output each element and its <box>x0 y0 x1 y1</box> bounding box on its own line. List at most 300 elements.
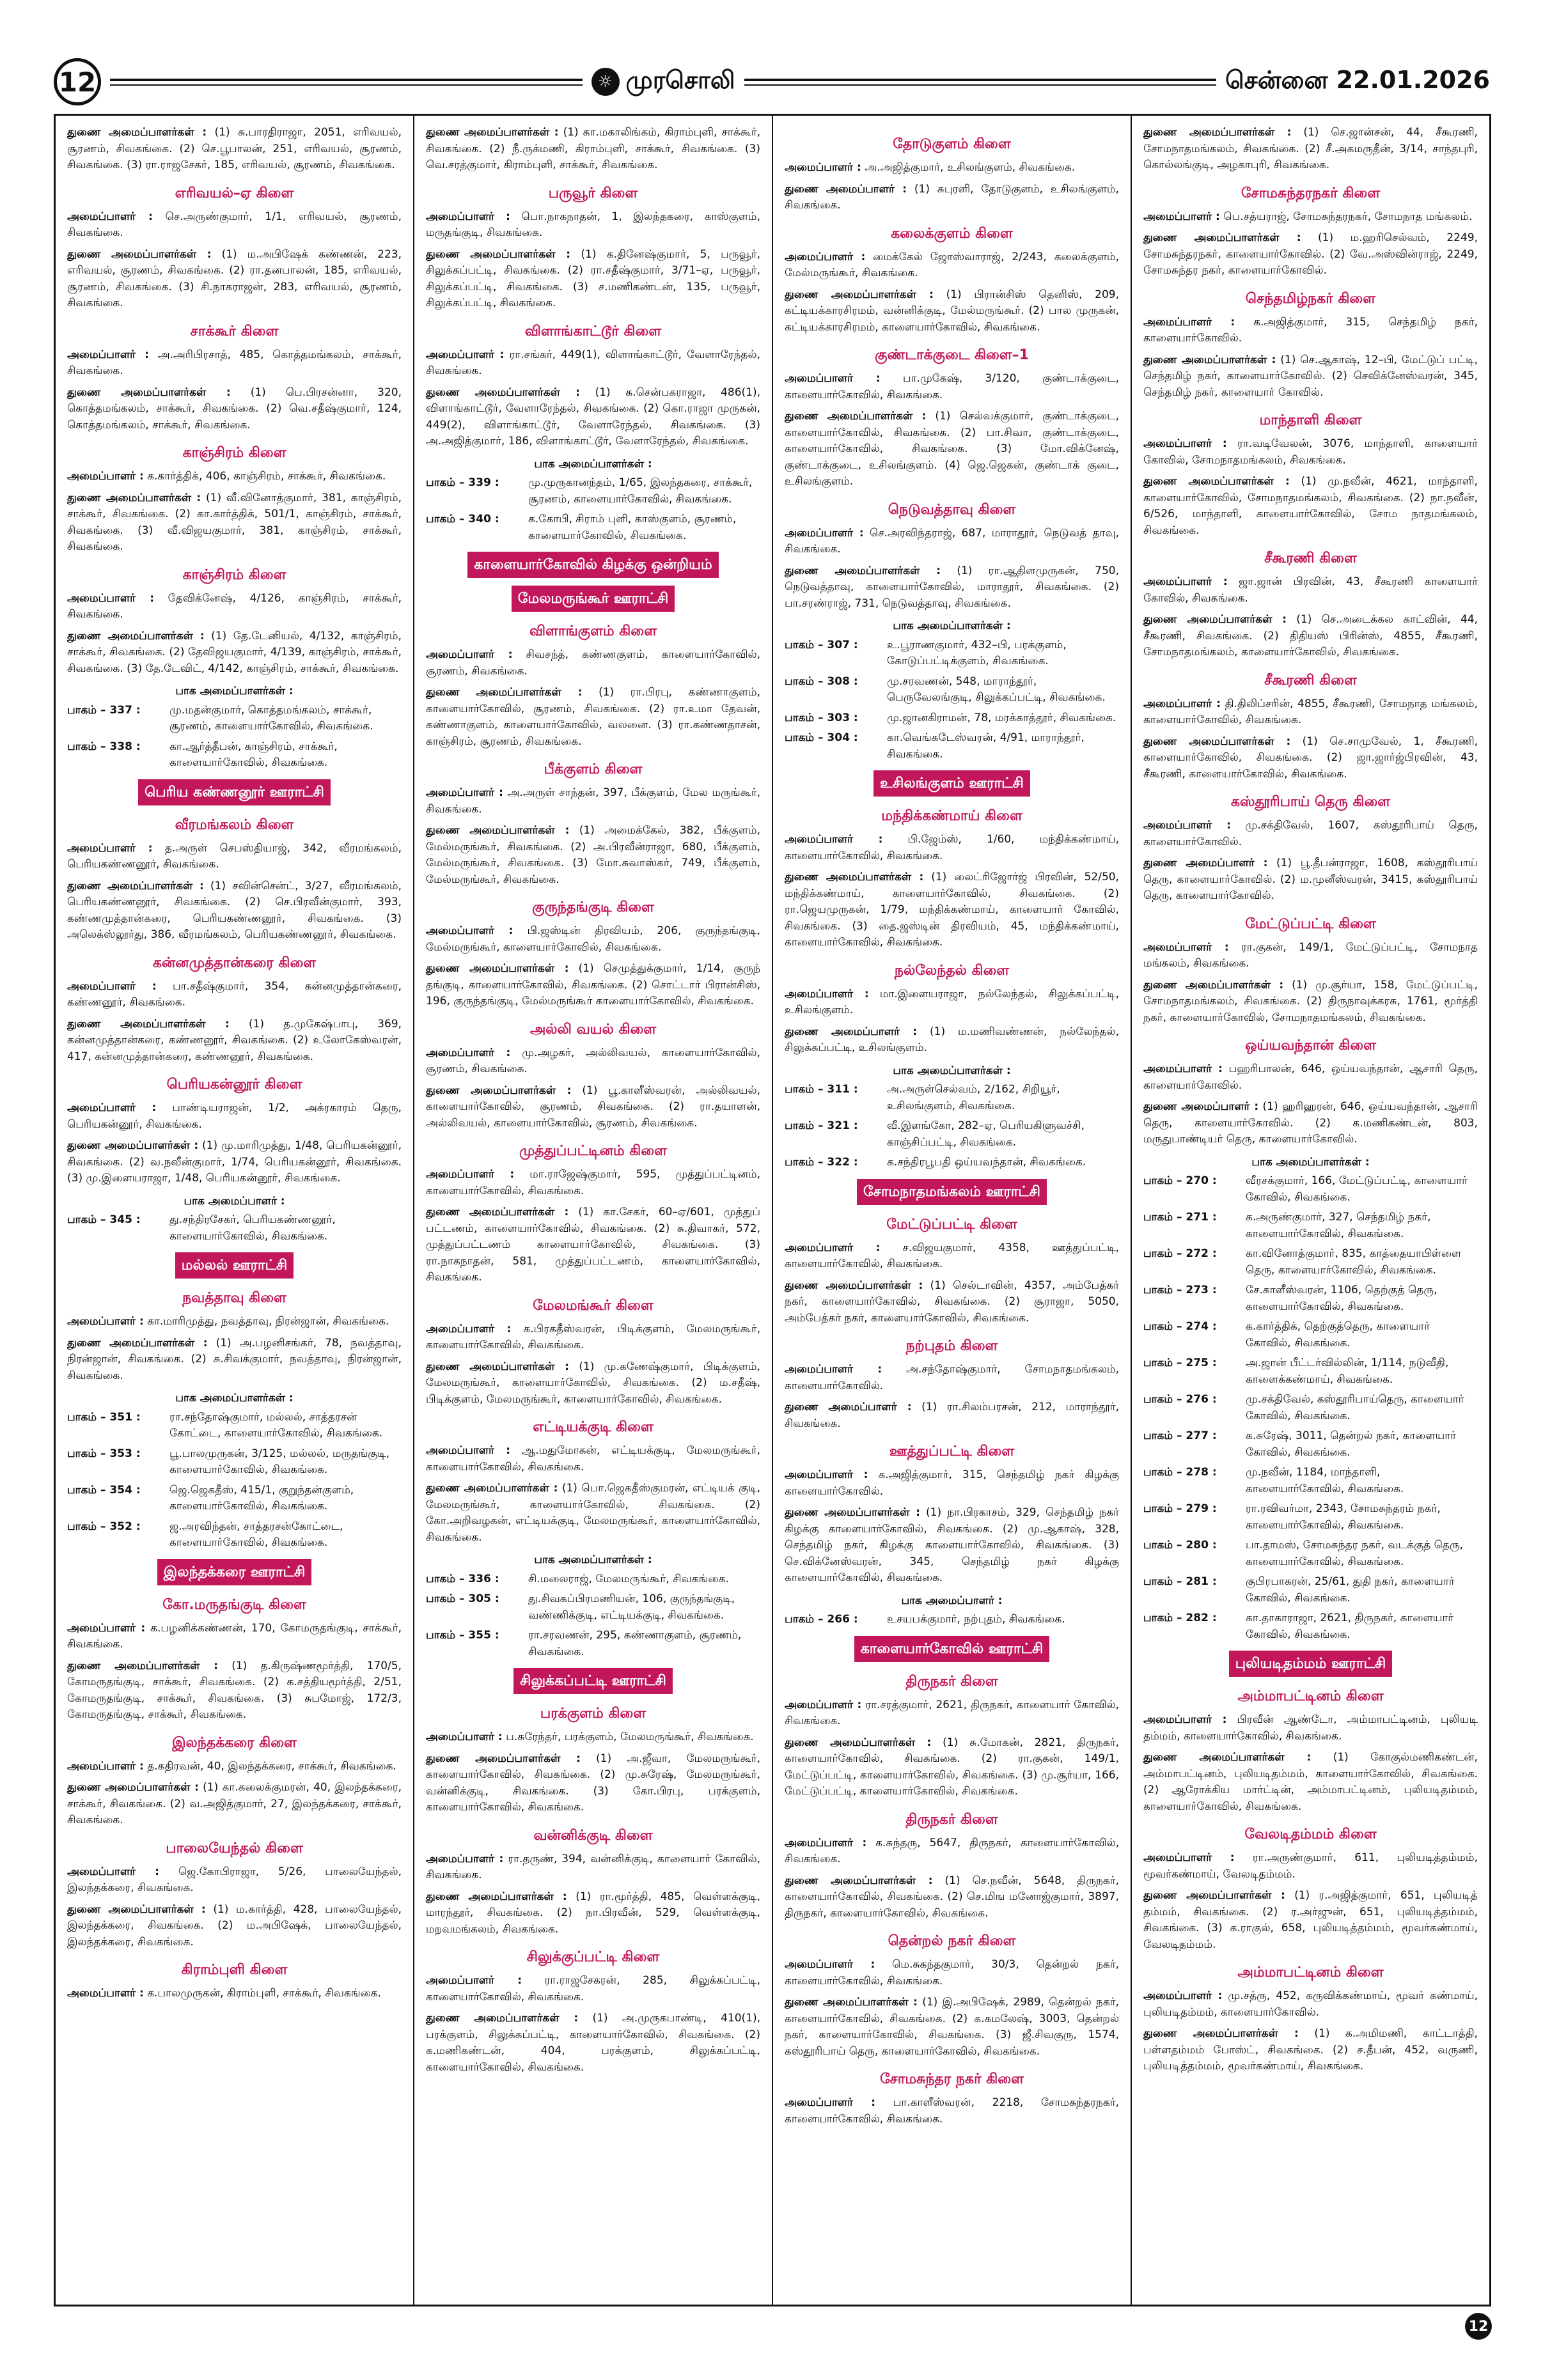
member-details: (1) ரா.ஆதிளமுருகன், 750, நெடுவத்தாவு, காளையார்கோவில், மாராதூர், சிவகங்கை. (2) பா.சரண்ராஜ், 731, நெடுவத்தாவு, சிவகங்கை. <box>785 564 1120 610</box>
branch-heading: வன்னிக்குடி கிளை <box>533 1827 653 1844</box>
booth-entry <box>1143 1319 1478 1351</box>
role-label: துணை அமைப்பாளர் : <box>1143 1100 1259 1113</box>
member-details: ரா.அருண்குமார், 611, புலியடித்தம்மம், மூவர்கண்மாய், வேலடிதம்மம். <box>1143 1851 1478 1881</box>
member-details: (1) செ.அடைக்கல காட்வின், 44, சீகூரணி, சிவகங்கை. (2) திதியஸ் பிரின்ஸ், 4855, சீகூரணி, சோமநாதமங்கலம், காளையார்கோவில், சிவகங்கை. <box>1143 613 1478 658</box>
member-details: (1) மு.கணேஷ்குமார், பிடிக்குளம், மேலமருங்கூர், காளையார்கோவில், சிவகங்கை. (2) ம.சதீஷ், பிடிக்குளம், மேலமருங்கூர், காளையார்கோவில், சிவகங்கை. <box>426 1360 761 1406</box>
role-label: அமைப்பாளர் : <box>1143 697 1221 710</box>
branch-heading: பாலையேந்தல் கிளை <box>166 1840 303 1856</box>
member-entry <box>426 1851 760 1884</box>
panchayat-banner: காளையார்கோவில் ஊராட்சி <box>854 1636 1050 1662</box>
member-entry <box>1143 436 1478 469</box>
member-entry <box>785 986 1119 1019</box>
booth-entry <box>1143 1501 1478 1534</box>
branch-heading: விளாங்காட்டூர் கிளை <box>524 323 662 339</box>
role-label: அமைப்பாளர் : <box>785 161 861 174</box>
sun-logo-icon: ☼ <box>591 68 620 96</box>
role-label: துணை அமைப்பாளர்கள் : <box>67 126 207 139</box>
role-label: அமைப்பாளர் : <box>1143 210 1220 223</box>
member-entry <box>426 1973 760 2005</box>
branch-heading: அல்லி வயல் கிளை <box>529 1021 657 1038</box>
booth-entry <box>1143 1610 1478 1643</box>
booth-entry <box>1143 1465 1478 1497</box>
role-label: அமைப்பாளர் : <box>1143 819 1231 832</box>
booth-entry <box>426 1628 760 1660</box>
member-details: மா.இளையராஜா, நல்லேந்தல், சிலுக்கப்பட்டி, உசிலங்குளம். <box>785 987 1120 1016</box>
branch-heading: நெடுவத்தாவு கிளை <box>888 501 1016 518</box>
branch-heading: கன்னமுத்தான்கரை கிளை <box>152 954 317 971</box>
member-details: (1) பெ.பிரசன்னா, 320, கொத்தமங்கலம், சாக்கூர், சிவகங்கை. (2) வெ.சதீஷ்குமார், 124, கொத்தமங்கலம், சாக்கூர், சிவகங்கை. <box>67 385 402 432</box>
booth-member: ஜ.அரவிந்தன், சாத்தரசன்கோட்டை, காளையார்கோவில், சிவகங்கை. <box>169 1520 343 1549</box>
role-label: அமைப்பாளர் : <box>785 372 881 385</box>
role-label: துணை அமைப்பாளர்கள் : <box>67 385 231 399</box>
role-label: துணை அமைப்பாளர் : <box>785 1401 912 1413</box>
booth-member: அ.ஜான் பீட்டர்வில்லின், 1/114, நடுவீதி, காளைக்கண்மாய், சிவகங்கை. <box>1246 1357 1449 1386</box>
role-label: அமைப்பாளர் : <box>1143 315 1235 329</box>
booth-entry <box>1143 1173 1478 1206</box>
role-label: அமைப்பாளர் : <box>426 210 510 223</box>
role-label: துணை அமைப்பாளர்கள் : <box>426 2012 579 2025</box>
booth-member: மு.மதன்குமார், கொத்தமங்கலம், சாக்கூர், சூரணம், காளையார்கோவில், சிவகங்கை. <box>169 703 373 733</box>
member-entry <box>426 1083 760 1132</box>
branch-heading: தென்றல் நகர் கிளை <box>888 1933 1016 1949</box>
role-label: அமைப்பாளர் : <box>67 348 149 361</box>
booth-entry <box>1143 1574 1478 1606</box>
member-details: (1) தே.டேனியல், 4/132, காஞ்சிரம், சாக்கூர், சிவகங்கை. (2) தேவிஜயகுமார், 4/139, காஞ்சிரம், சாக்கூர், சிவகங்கை. (3) தே.டேவிட், 4/142, காஞ்சிரம், சாக்கூர், சிவகங்கை. <box>67 629 402 675</box>
booth-member: வீரசக்குமார், 166, மேட்டுப்பட்டி, காளையார் கோவில், சிவகங்கை. <box>1246 1174 1468 1204</box>
member-details: (1) அமைக்கேல், 382, பீக்குளம், மேல்மருங்கூர், சிவகங்கை. (2) அ.பிரவீன்ராஜா, 680, பீக்குளம், மேல்மருங்கூர், சிவகங்கை. (3) மோ.சுவாஸ்கர், 749, பீக்குளம், மேல்மருங்கூர், சிவகங்கை. <box>426 824 761 886</box>
booth-member: மு.சக்திவேல், கஸ்தூரிபாய்தெரு, காளையார் கோவில், சிவகங்கை. <box>1246 1393 1464 1422</box>
member-details: (1) வீ.வினோத்குமார், 381, காஞ்சிரம், சாக்கூர், சிவகங்கை. (2) கா.கார்த்திக், 501/1, காஞ்சிரம், சாக்கூர், சிவகங்கை. (3) வீ.விஜயகுமார், 381, காஞ்சிரம், சாக்கூர், சிவகங்கை. <box>67 491 402 553</box>
member-details: பா.சதீஷ்குமார், 354, கன்னமுத்தான்கரை, கண்ணனூர், சிவகங்கை. <box>67 979 402 1009</box>
role-label: அமைப்பாளர் : <box>1143 575 1228 588</box>
booth-entry <box>785 1612 1119 1628</box>
booth-number: பாகம் – 355 : <box>426 1629 499 1642</box>
member-details: (1) செல்டாவின், 4357, அம்பேத்கர் நகர், காளையார்கோவில், சிவகங்கை. (2) சூராஜா, 5050, அம்பேத்கர் நகர், காளையார்கோவில், சிவகங்கை. <box>785 1279 1120 1325</box>
member-entry <box>67 1759 402 1775</box>
member-entry <box>785 182 1119 214</box>
panchayat-banner: பெரிய கண்ணனூர் ஊராட்சி <box>138 779 331 805</box>
member-entry <box>785 1362 1119 1394</box>
booth-member: து.சிவகப்பிரமணியன், 106, குருந்தங்குடி, வண்ணிக்குடி, எட்டியக்குடி, சிவகங்கை. <box>528 1592 735 1622</box>
member-entry <box>1143 612 1478 661</box>
role-label: துணை அமைப்பாளர்கள் : <box>426 385 580 399</box>
booth-number: பாகம் – 278 : <box>1143 1466 1217 1479</box>
member-details: (1) சவின்சென்ட், 3/27, வீரமங்கலம், பெரியகண்ணனூர், சிவகங்கை. (2) செ.பிரவீன்குமார், 393, கண்ணமுத்தான்கரை, பெரியகண்ணனூர், சிவகங்கை. (3) அலெக்ஸ்லூர்து, 386, வீரமங்கலம், பெரியகண்ணனூர், சிவகங்கை. <box>67 879 402 941</box>
role-label: துணை அமைப்பாளர் : <box>1143 857 1268 869</box>
branch-heading: ஒய்யவந்தான் கிளை <box>1245 1038 1376 1054</box>
booth-entry <box>67 1212 402 1245</box>
role-label: துணை அமைப்பாளர்கள் : <box>426 686 583 699</box>
branch-heading: தோடுகுளம் கிளை <box>893 136 1011 152</box>
role-label: அமைப்பாளர் : <box>785 1468 868 1481</box>
member-details: ரா.வடிவேலன், 3076, மாந்தாளி, காளையார் கோவில், சோமநாதமங்கலம், சிவகங்கை. <box>1143 437 1478 467</box>
booth-number: பாகம் – 336 : <box>426 1572 499 1585</box>
member-entry <box>785 832 1119 864</box>
role-label: துணை அமைப்பாளர்கள் : <box>67 1902 206 1916</box>
booth-number: பாகம் – 338 : <box>67 740 141 753</box>
member-details: அ.அரிபிரசாத், 485, கொத்தமங்கலம், சாக்கூர், சிவகங்கை. <box>67 348 402 377</box>
member-entry <box>1143 818 1478 850</box>
role-label: அமைப்பாளர் : <box>426 924 513 937</box>
role-label: அமைப்பாளர் : <box>785 1836 867 1849</box>
booth-member: ரா.சரவணன், 295, கண்ணாகுளம், சூரணம், சிவகங்கை. <box>528 1629 742 1658</box>
member-details: (1) செல்வக்குமார், குண்டாக்குடை, காளையார்கோவில், சிவகங்கை. (2) பா.சிவா, குண்டாக்குடை, காளையார்கோவில், சிவகங்கை. (3) மோ.விக்னேஷ், குண்டாக்குடை, உசிலங்குளம். (4) ஜெ.ஜெகன், குண்டாக் குடை, உசிலங்குளம். <box>785 410 1120 488</box>
branch-heading: செந்தமிழ்நகர் கிளை <box>1245 290 1376 307</box>
member-entry <box>1143 1850 1478 1883</box>
role-label: துணை அமைப்பாளர்கள் : <box>1143 1751 1312 1764</box>
booth-number: பாகம் – 276 : <box>1143 1393 1217 1406</box>
booth-number: பாகம் – 266 : <box>785 1613 858 1626</box>
booth-member: சே.காளீஸ்வரன், 1106, தெற்குத் தெரு, காளையார்கோவில், சிவகங்கை. <box>1246 1284 1437 1313</box>
member-entry <box>1143 2026 1478 2075</box>
role-label: துணை அமைப்பாளர்கள் : <box>1143 126 1292 139</box>
member-details: தி.திலிப்சரின், 4855, சீகூரணி, சோமநாத மங்கலம், காளையார்கோவில், சிவகங்கை. <box>1143 697 1478 726</box>
branch-heading: முத்துப்பட்டினம் கிளை <box>519 1143 667 1159</box>
booth-number: பாகம் – 321 : <box>785 1119 858 1132</box>
member-details: த.அருள் செபஸ்தியாஜ், 342, வீரமங்கலம், பெரியகண்ணனூர், சிவகங்கை. <box>67 841 402 871</box>
role-label: அமைப்பாளர் : <box>426 1852 504 1865</box>
member-details: (1) கா.மகாலிங்கம், கிராம்புளி, சாக்கூர், சிவகங்கை. (2) நீ.ருக்மணி, கிராம்புளி, சாக்கூர், சிவகங்கை. (3) வெ.சரத்குமார், கிராம்புளி, சாக்கூர், சிவகங்கை. <box>426 126 761 171</box>
article-frame <box>54 114 1491 2306</box>
booth-entry <box>1143 1282 1478 1315</box>
member-entry <box>1143 574 1478 607</box>
branch-heading: காஞ்சிரம் கிளை <box>182 445 286 461</box>
role-label: அமைப்பாளர் : <box>785 833 883 846</box>
role-label: அமைப்பாளர் : <box>1143 940 1229 954</box>
role-label: துணை அமைப்பாளர்கள் : <box>785 1279 923 1292</box>
member-details: ரா.குகன், 149/1, மேட்டுப்பட்டி, சோமநாத மங்கலம், சிவகங்கை. <box>1143 940 1478 970</box>
member-details: (1) செ.ஜான்சன், 44, சீகூரணி, சோமநாதமங்கலம், சிவகங்கை. (2) சீ.அகமருதீன், 3/14, சாந்தபுரி, கொல்லங்குடி, அழகாபுரி, சிவகங்கை. <box>1143 126 1478 171</box>
role-label: அமைப்பாளர் : <box>785 526 864 540</box>
role-label: துணை அமைப்பாளர்கள் : <box>67 1781 199 1794</box>
booth-entry <box>785 1155 1119 1171</box>
member-entry <box>67 1314 402 1330</box>
member-entry <box>1143 474 1478 539</box>
member-entry <box>785 1467 1119 1500</box>
role-label: துணை அமைப்பாளர்கள் : <box>426 962 569 975</box>
member-entry <box>426 961 760 1010</box>
member-details: க.சுந்தரு, 5647, திருநகர், காளையார்கோவில், சிவகங்கை. <box>785 1836 1120 1865</box>
member-entry <box>426 1729 760 1746</box>
role-label: அமைப்பாளர் : <box>426 1046 511 1059</box>
member-details: (1) இ.அபிஷேக், 2989, தென்றல் நகர், காளையார்கோவில், சிவகங்கை. (2) க.கமலேஷ், 3003, தென்றல் நகர், காளையார்கோவில், சிவகங்கை. (3) ஜீ.சிவகுரு, 1574, கஸ்தூரிபாய் தெரு, காளையார்கோவில், சிவகங்கை. <box>785 1996 1119 2058</box>
member-entry <box>785 2095 1119 2127</box>
booth-member: மு.ஜானகிராமன், 78, மரக்காத்தூர், சிவகங்கை. <box>887 711 1116 724</box>
subsection-heading: பாக அமைப்பாளர்கள் : <box>175 685 294 697</box>
member-details: (1) ம.அபிஷேக் கண்ணன், 223, எரிவயல், சூரணம், சிவகங்கை. (2) ரா.தனபாலன், 185, எரிவயல், சூரணம், சிவகங்கை. (3) சி.நாகராஜன், 283, எரிவயல், சூரணம், சிவகங்கை. <box>67 247 402 309</box>
member-entry <box>67 469 402 485</box>
member-entry <box>785 287 1119 336</box>
member-details: (1) பிரான்சிஸ் தெனிஸ், 209, கட்டியக்காரசிரமம், வன்னிக்குடி, மேல்மருங்கூர். (2) பால முருகன், கட்டியக்காரசிரமம், காளையார்கோவில், சிவகங்கை. <box>785 288 1120 334</box>
booth-entry <box>426 1571 760 1588</box>
subsection-heading: பாக அமைப்பாளர் : <box>901 1594 1003 1607</box>
role-label: துணை அமைப்பாளர்கள் : <box>67 1017 230 1031</box>
role-label: துணை அமைப்பாளர்கள் : <box>1143 2027 1299 2040</box>
role-label: அமைப்பாளர் : <box>426 648 513 661</box>
member-entry <box>67 1335 402 1385</box>
member-entry <box>1143 1888 1478 1953</box>
booth-member: உ.பூராணகுமார், 432–பி, பரக்குளம், கோடுப்பட்டிக்குளம், சிவகங்கை. <box>887 638 1067 667</box>
member-details: ஜெ.கோபிராஜா, 5/26, பாலையேந்தல், இலந்தக்கரை, சிவகங்கை. <box>67 1865 402 1894</box>
member-details: அ.அஜித்குமார், உசிலங்குளம், சிவகங்கை. <box>865 161 1076 174</box>
role-label: துணை அமைப்பாளர்கள் : <box>1143 353 1276 366</box>
branch-heading: பெரியகன்னூர் கிளை <box>166 1077 302 1093</box>
booth-number: பாகம் – 277 : <box>1143 1429 1217 1442</box>
role-label: அமைப்பாளர் : <box>67 1621 146 1635</box>
member-entry <box>785 371 1119 403</box>
member-entry <box>426 125 760 174</box>
role-label: அமைப்பாளர் : <box>785 250 866 263</box>
role-label: துணை அமைப்பாளர்கள் : <box>1143 735 1291 748</box>
role-label: அமைப்பாளர் : <box>1143 1851 1235 1864</box>
branch-heading: சீகூரணி கிளை <box>1264 550 1357 566</box>
role-label: அமைப்பாளர் : <box>426 786 503 799</box>
member-entry <box>785 1873 1119 1922</box>
booth-number: பாகம் – 304 : <box>785 731 858 744</box>
role-label: அமைப்பாளர் : <box>1143 1062 1223 1075</box>
role-label: அமைப்பாளர் : <box>67 470 144 483</box>
member-details: (1) மு.சூர்யா, 158, மேட்டுப்பட்டி, சோமநாதமங்கலம், சிவகங்கை. (2) திருநாவுக்கரசு, 1761, மூர்த்தி நகர், காளையார்கோவில், சோமநாதமங்கலம், சிவகங்கை. <box>1143 978 1478 1024</box>
member-entry <box>426 2011 760 2076</box>
booth-number: பாகம் – 280 : <box>1143 1539 1217 1552</box>
member-details: (1) ர.அஜித்குமார், 651, புலியடித் தம்மம், சிவகங்கை. (2) ர.அர்ஜுன், 651, புலியடித்தம்மம், சிவகங்கை. (3) க.ராகுல், 658, புலியடித்தம்மம், மூவர்கண்மாய், வேலடிதம்மம். <box>1143 1889 1478 1951</box>
booth-number: பாகம் – 345 : <box>67 1213 141 1226</box>
booth-entry <box>1143 1246 1478 1279</box>
member-entry <box>67 1100 402 1133</box>
member-entry <box>67 1658 402 1723</box>
booth-member: கா.வினோத்குமார், 835, காத்தையாபிள்ளை தெரு, காளையார்கோவில், சிவகங்கை. <box>1246 1247 1462 1277</box>
member-details: த.கதிரவன், 40, இலந்தக்கரை, சாக்கூர், சிவகங்கை. <box>147 1759 396 1773</box>
branch-heading: குருந்தங்குடி கிளை <box>532 899 654 915</box>
booth-entry <box>1143 1355 1478 1388</box>
member-details: (1) ஹரிஹரன், 646, ஒய்யவந்தான், ஆசாரி தெரு, காளையார்கோவில். (2) க.மணிகண்டன், 803, மருதுபாண்டியர் தெரு, காளையார்கோவில். <box>1143 1100 1478 1146</box>
member-details: பஹரிபாலன், 646, ஒய்யவந்தான், ஆசாரி தெரு, காளையார்கோவில். <box>1143 1062 1478 1092</box>
booth-member: பா.தாமஸ், சோமசுந்தர நகர், வடக்குத் தெரு, காளையார்கோவில், சிவகங்கை. <box>1246 1539 1464 1568</box>
branch-heading: காஞ்சிரம் கிளை <box>182 566 286 583</box>
member-entry <box>1143 315 1478 347</box>
booth-member: க.கோபி, சிராம் புளி, காஸ்குளம், சூரணம், காளையார்கோவில், சிவகங்கை. <box>528 513 737 542</box>
member-details: (1) க.தினேஷ்குமார், 5, பருவூர், சிலுக்கப்பட்டி, சிவகங்கை. (2) ரா.சதீஷ்குமார், 3/71–ஏ, பருவூர், சிலுக்கப்பட்டி, சிவகங்கை. (3) ச.மணிகண்டன், 135, பருவூர், சிலுக்கப்பட்டி, சிவகங்கை. <box>426 247 761 309</box>
member-entry <box>785 1240 1119 1273</box>
member-details: (1) பொ.ஜெகதீஸ்குமரன், எட்டியக் குடி, மேலமருங்கூர், காளையார்கோவில், சிவகங்கை. (2) கோ.அறிவழகன், எட்டியக்குடி, மேலமருங்கூர், காளையார்கோவில், சிவகங்கை. <box>426 1482 761 1544</box>
booth-entry <box>785 1118 1119 1151</box>
member-details: தேவிக்னேஷ், 4/126, காஞ்சிரம், சாக்கூர், சிவகங்கை. <box>67 591 402 621</box>
member-entry <box>67 628 402 678</box>
booth-number: பாகம் – 273 : <box>1143 1284 1217 1296</box>
member-entry <box>67 385 402 434</box>
booth-member: மு.முருகானந்தம், 1/65, இலந்தகரை, சாக்கூர், சூரணம், காளையார்கோவில், சிவகங்கை. <box>528 476 753 506</box>
member-details: (1) லைட்ரிஜோர்ஜ் பிரவின், 52/50, மந்திக்கண்மாய், காளையார்கோவில், சிவகங்கை. (2) ரா.ஜெயமுருகன், 1/79, மந்திக்கண்மாய், காளையார் கோவில், சிவகங்கை. (3) தை.ஜஸ்டின் திரவியம், 45, மந்திக்கண்மாய், காளையார்கோவில், சிவகங்கை. <box>785 871 1120 949</box>
branch-heading: ஊத்துப்பட்டி கிளை <box>889 1443 1015 1459</box>
booth-number: பாகம் – 272 : <box>1143 1247 1217 1260</box>
role-label: துணை அமைப்பாளர்கள் : <box>67 1659 218 1672</box>
booth-number: பாகம் – 311 : <box>785 1083 858 1096</box>
booth-member: கா.தாகாராஜா, 2621, திருநகர், காளையார் கோவில், சிவகங்கை. <box>1246 1612 1454 1641</box>
branch-heading: கிராம்புளி கிளை <box>181 1962 288 1978</box>
member-entry <box>785 1835 1119 1868</box>
booth-number: பாகம் – 337 : <box>67 703 141 717</box>
member-entry <box>426 785 760 818</box>
role-label: துணை அமைப்பாளர்கள் : <box>1143 613 1287 626</box>
branch-heading: கோ.மருதங்குடி கிளை <box>162 1596 306 1613</box>
role-label: அமைப்பாளர் : <box>426 1444 511 1457</box>
member-entry <box>1143 734 1478 783</box>
panchayat-banner: காளையார்கோவில் கிழக்கு ஒன்றியம் <box>467 552 718 578</box>
role-label: அமைப்பாளர் : <box>785 1241 881 1254</box>
member-details: மு.சத்ரு, 452, கருவிக்கண்மாய், மூவர் கண்மாய், புலியடிதம்மம், காளையார்கோவில். <box>1143 1989 1478 2019</box>
panchayat-banner: மேலமருங்கூர் ஊராட்சி <box>512 586 675 612</box>
role-label: அமைப்பாளர் : <box>426 1322 512 1335</box>
member-entry <box>1143 855 1478 905</box>
role-label: துணை அமைப்பாளர்கள் : <box>785 871 924 883</box>
member-entry <box>67 878 402 944</box>
member-details: (1) க.அமிமணி, காட்டாத்தி, பள்ளதம்மம் போஸ்ட், சிவகங்கை. (2) ச.தீபன், 452, வருணி, புலியடித்தம்மம், மூவர்கண்மாய், சிவகங்கை. <box>1143 2027 1478 2073</box>
dateline: சென்னை 22.01.2026 <box>1225 66 1490 94</box>
member-entry <box>67 125 402 174</box>
branch-heading: அம்மாபட்டினம் கிளை <box>1237 1964 1384 1980</box>
booth-entry <box>426 511 760 544</box>
branch-heading: பீக்குளம் கிளை <box>544 761 643 777</box>
role-label: துணை அமைப்பாளர்கள் : <box>785 410 927 423</box>
booth-number: பாகம் – 282 : <box>1143 1612 1217 1624</box>
member-details: அ.சந்தோஷ்குமார், சோமநாதமங்கலம், காளையார்கோவில். <box>785 1363 1120 1392</box>
role-label: துணை அமைப்பாளர்கள் : <box>426 1084 572 1097</box>
role-label: துணை அமைப்பாளர் : <box>785 1025 918 1038</box>
booth-number: பாகம் – 351 : <box>67 1410 141 1424</box>
column-4 <box>1132 116 1489 2305</box>
member-entry <box>426 923 760 956</box>
member-entry <box>426 1359 760 1408</box>
booth-number: பாகம் – 270 : <box>1143 1174 1217 1187</box>
page-number-badge: 12 <box>54 58 101 105</box>
booth-number: பாகம் – 305 : <box>426 1592 499 1605</box>
member-entry <box>785 1505 1119 1587</box>
role-label: துணை அமைப்பாளர்கள் : <box>67 1139 199 1152</box>
subsection-heading: பாக அமைப்பாளர் : <box>184 1194 285 1208</box>
column-3 <box>773 116 1132 2305</box>
member-entry <box>67 1902 402 1951</box>
role-label: துணை அமைப்பாளர்கள் : <box>426 247 571 261</box>
member-details: (1) ம.ஹரிசெல்வம், 2249, சோமசுந்தரநகர், காளையார்கோவில். (2) வே.அஸ்வின்ராஜ், 2249, சோமசுந்தர நகர், காளையார்கோவில். <box>1143 231 1478 277</box>
member-entry <box>67 347 402 380</box>
member-entry <box>1143 696 1478 729</box>
member-entry <box>67 1780 402 1829</box>
member-details: ரா.சங்கர், 449(1), விளாங்காட்டூர், வேளாரேந்தல், சிவகங்கை. <box>426 348 760 377</box>
role-label: அமைப்பாளர் : <box>426 1974 522 1987</box>
member-details: (1) மு.மாரிமுத்து, 1/48, பெரியகன்னூர், சிவகங்கை. (2) வ.நவீன்குமார், 1/74, பெரியகன்னூர், சிவகங்கை. (3) மு.இளையராஜா, 1/48, பெரியகன்னூர், சிவகங்கை. <box>67 1139 402 1185</box>
booth-member: குபிரபாகரன், 25/61, துதி நகர், காளையார் கோவில், சிவகங்கை. <box>1246 1575 1455 1605</box>
member-details: க.அஜித்குமார், 315, செந்தமிழ் நகர், காளையார்கோவில். <box>1143 315 1478 345</box>
booth-number: பாகம் – 354 : <box>67 1483 141 1497</box>
booth-member: க.சந்திரபூபதி ஒய்யவந்தான், சிவகங்கை. <box>887 1156 1086 1169</box>
member-details: செ.அருண்குமார், 1/1, எரிவயல், சூரணம், சிவகங்கை. <box>67 210 402 239</box>
role-label: அமைப்பாளர் : <box>67 210 153 223</box>
member-details: (1) பூ.காளீஸ்வரன், அல்லிவயல், காளையார்கோவில், சூரணம், சிவகங்கை. (2) ரா.தயாளன், அல்லிவயல், காளையார்கோவில், சூரணம், சிவகங்கை. <box>426 1084 761 1130</box>
booth-entry <box>67 1446 402 1479</box>
member-entry <box>785 1735 1119 1800</box>
role-label: துணை அமைப்பாளர்கள் : <box>1143 231 1301 244</box>
member-entry <box>426 647 760 680</box>
booth-entry <box>426 1591 760 1624</box>
role-label: அமைப்பாளர் : <box>785 1698 862 1711</box>
role-label: துணை அமைப்பாளர்கள் : <box>67 629 205 642</box>
member-details: (1) சு.மோகன், 2821, திருநகர், காளையார்கோவில், சிவகங்கை. (2) ரா.குகன், 149/1, மேட்டுப்பட்டி, காளையார்கோவில், சிவகங்கை. (3) மு.சூர்யா, 166, மேட்டுப்பட்டி, காளையார்கோவில், சிவகங்கை. <box>785 1736 1119 1798</box>
member-entry <box>785 1278 1119 1327</box>
member-entry <box>67 1986 402 2002</box>
booth-entry <box>785 674 1119 706</box>
role-label: துணை அமைப்பாளர்கள் : <box>785 1736 932 1749</box>
booth-member: ஜெ.ஜெகதீஸ், 415/1, குறுந்தன்குளம், காளையார்கோவில், சிவகங்கை. <box>169 1483 354 1513</box>
masthead-rule-right <box>744 79 1217 86</box>
branch-heading: நவத்தாவு கிளை <box>182 1290 286 1306</box>
branch-heading: நல்லேந்தல் கிளை <box>894 962 1010 979</box>
booth-entry <box>1143 1428 1478 1461</box>
branch-heading: நற்புதம் கிளை <box>905 1338 998 1354</box>
member-entry <box>426 1204 760 1286</box>
masthead <box>54 61 1490 102</box>
role-label: அமைப்பாளர் : <box>67 1987 144 2000</box>
booth-member: பூ.பாலமுருகன், 3/125, மல்லல், மருதங்குடி, காளையார்கோவில், சிவகங்கை. <box>169 1447 390 1476</box>
role-label: துணை அமைப்பாளர்கள் : <box>67 491 201 504</box>
member-entry <box>67 490 402 556</box>
member-details: அ.அருள் சாந்தன், 397, பீக்குளம், மேல மருங்கூர், சிவகங்கை. <box>426 786 761 816</box>
branch-heading: இலந்தக்கரை கிளை <box>172 1734 297 1751</box>
member-details: மெ.சுகந்தகுமார், 30/3, தென்றல் நகர், காளையார்கோவில், சிவகங்கை. <box>785 1958 1120 1987</box>
role-label: அமைப்பாளர் : <box>426 1168 515 1181</box>
booth-member: க.கார்த்திக், தெற்குத்தெரு, காளையார் கோவில், சிவகங்கை. <box>1246 1320 1430 1349</box>
booth-entry <box>426 475 760 508</box>
role-label: துணை அமைப்பாளர்கள் : <box>1143 978 1284 992</box>
member-details: (1) அ.முருகபாண்டி, 410(1), பரக்குளம், சிலுக்கப்பட்டி, காளையார்கோவில், சிவகங்கை. (2) க.மணிகண்டன், 404, பரக்குளம், சிலுக்கப்பட்டி, காளையார்கோவில், சிவகங்கை. <box>426 2012 760 2074</box>
booth-number: பாகம் – 352 : <box>67 1520 141 1533</box>
booth-member: க.சுரேஷ், 3011, தென்றல் நகர், காளையார் கோவில், சிவகங்கை. <box>1246 1429 1456 1459</box>
member-details: ரா.தருண், 394, வன்னிக்குடி, காளையார் கோவில், சிவகங்கை. <box>426 1852 761 1881</box>
member-entry <box>426 1321 760 1354</box>
booth-number: பாகம் – 281 : <box>1143 1575 1217 1588</box>
member-details: (1) த.கிருஷ்ணமூர்த்தி, 170/5, கோமருதங்குடி, சாக்கூர், சிவகங்கை. (2) க.சத்தியமூர்த்தி, 2/51, கோமருதங்குடி, சாக்கூர், சிவகங்கை. (3) சுபமோஜ், 172/3, கோமருதங்குடி, சாக்கூர், சிவகங்கை. <box>67 1659 402 1721</box>
booth-number: பாகம் – 307 : <box>785 638 858 651</box>
member-details: (1) கா.சேகர், 60–ஏ/601, முத்துப் பட்டணம், காளையார்கோவில், சிவகங்கை. (2) சு.திவாகர், 572, முத்துப்பட்டணம் காளையார்கோவில், சிவகங்கை. (3) ரா.நாகநாதன், 581, முத்துப்பட்டணம், காளையார்கோவில், சிவகங்கை. <box>426 1206 761 1284</box>
member-details: சிவசந்த், கண்ணகுளம், காளையார்கோவில், சூரணம், சிவகங்கை. <box>426 648 761 678</box>
member-entry <box>426 1167 760 1199</box>
member-entry <box>1143 230 1478 279</box>
role-label: அமைப்பாளர் : <box>1143 1989 1223 2002</box>
subsection-heading: பாக அமைப்பாளர்கள் : <box>1251 1155 1370 1169</box>
member-entry <box>426 1751 760 1816</box>
member-details: (1) நா.பிரகாசம், 329, செந்தமிழ் நகர் கிழக்கு காளையார்கோவில், சிவகங்கை. (2) மு.ஆகாஷ், 328, செந்தமிழ் நகர், கிழக்கு காளையார்கோவில், சிவகங்கை. (3) செ.விக்னேஸ்வரன், 345, செந்தமிழ் நகர் கிழக்கு காளையார்கோவில், சிவகங்கை. <box>785 1506 1120 1584</box>
role-label: துணை அமைப்பாளர்கள் : <box>1143 1889 1285 1902</box>
member-details: ஆ.மதுமோகன், எட்டியக்குடி, மேலமருங்கூர், காளையார்கோவில், சிவகங்கை. <box>426 1444 761 1474</box>
role-label: துணை அமைப்பாளர்கள் : <box>426 1890 567 1903</box>
booth-number: பாகம் – 353 : <box>67 1447 141 1460</box>
booth-number: பாகம் – 340 : <box>426 513 499 525</box>
member-details: பா.முகேஷ், 3/120, குண்டாக்குடை, காளையார்கோவில், சிவகங்கை. <box>785 372 1120 401</box>
member-details: (1) மு.நவீன், 4621, மாந்தாளி, காளையார்கோவில், சோமநாதமங்கலம், சிவகங்கை. (2) நா.நவீன், 6/526, மாந்தாளி, காளையார்கோவில், சோம நாதமங்கலம், சிவகங்கை. <box>1143 475 1478 537</box>
member-entry <box>785 160 1119 176</box>
branch-heading: கஸ்தூரிபாய் தெரு கிளை <box>1230 794 1391 810</box>
booth-member: வீ.இளங்கோ, 282–ஏ, பெரியகிளுவச்சி, காஞ்சிப்பட்டி, சிவகங்கை. <box>887 1119 1085 1149</box>
booth-entry <box>1143 1209 1478 1242</box>
member-details: பெ.சத்யராஜ், சோமசுந்தரநகர், சோமநாத மங்கலம். <box>1223 210 1473 223</box>
role-label: துணை அமைப்பாளர் : <box>785 182 907 196</box>
member-entry <box>785 1995 1119 2060</box>
member-entry <box>785 408 1119 490</box>
member-details: கா.மாரிமுத்து, நவத்தாவு, நிரன்ஜான், சிவகங்கை. <box>147 1315 389 1328</box>
subsection-heading: பாக அமைப்பாளர்கள் : <box>534 457 652 471</box>
branch-heading: சீகூரணி கிளை <box>1264 672 1357 688</box>
member-entry <box>67 1621 402 1653</box>
member-details: (1) ம.கார்த்தி, 428, பாலையேந்தல், இலந்தக்கரை, சிவகங்கை. (2) ம.அபிஷேக், பாலையேந்தல், இலந்தக்கரை, சிவகங்கை. <box>67 1902 402 1948</box>
